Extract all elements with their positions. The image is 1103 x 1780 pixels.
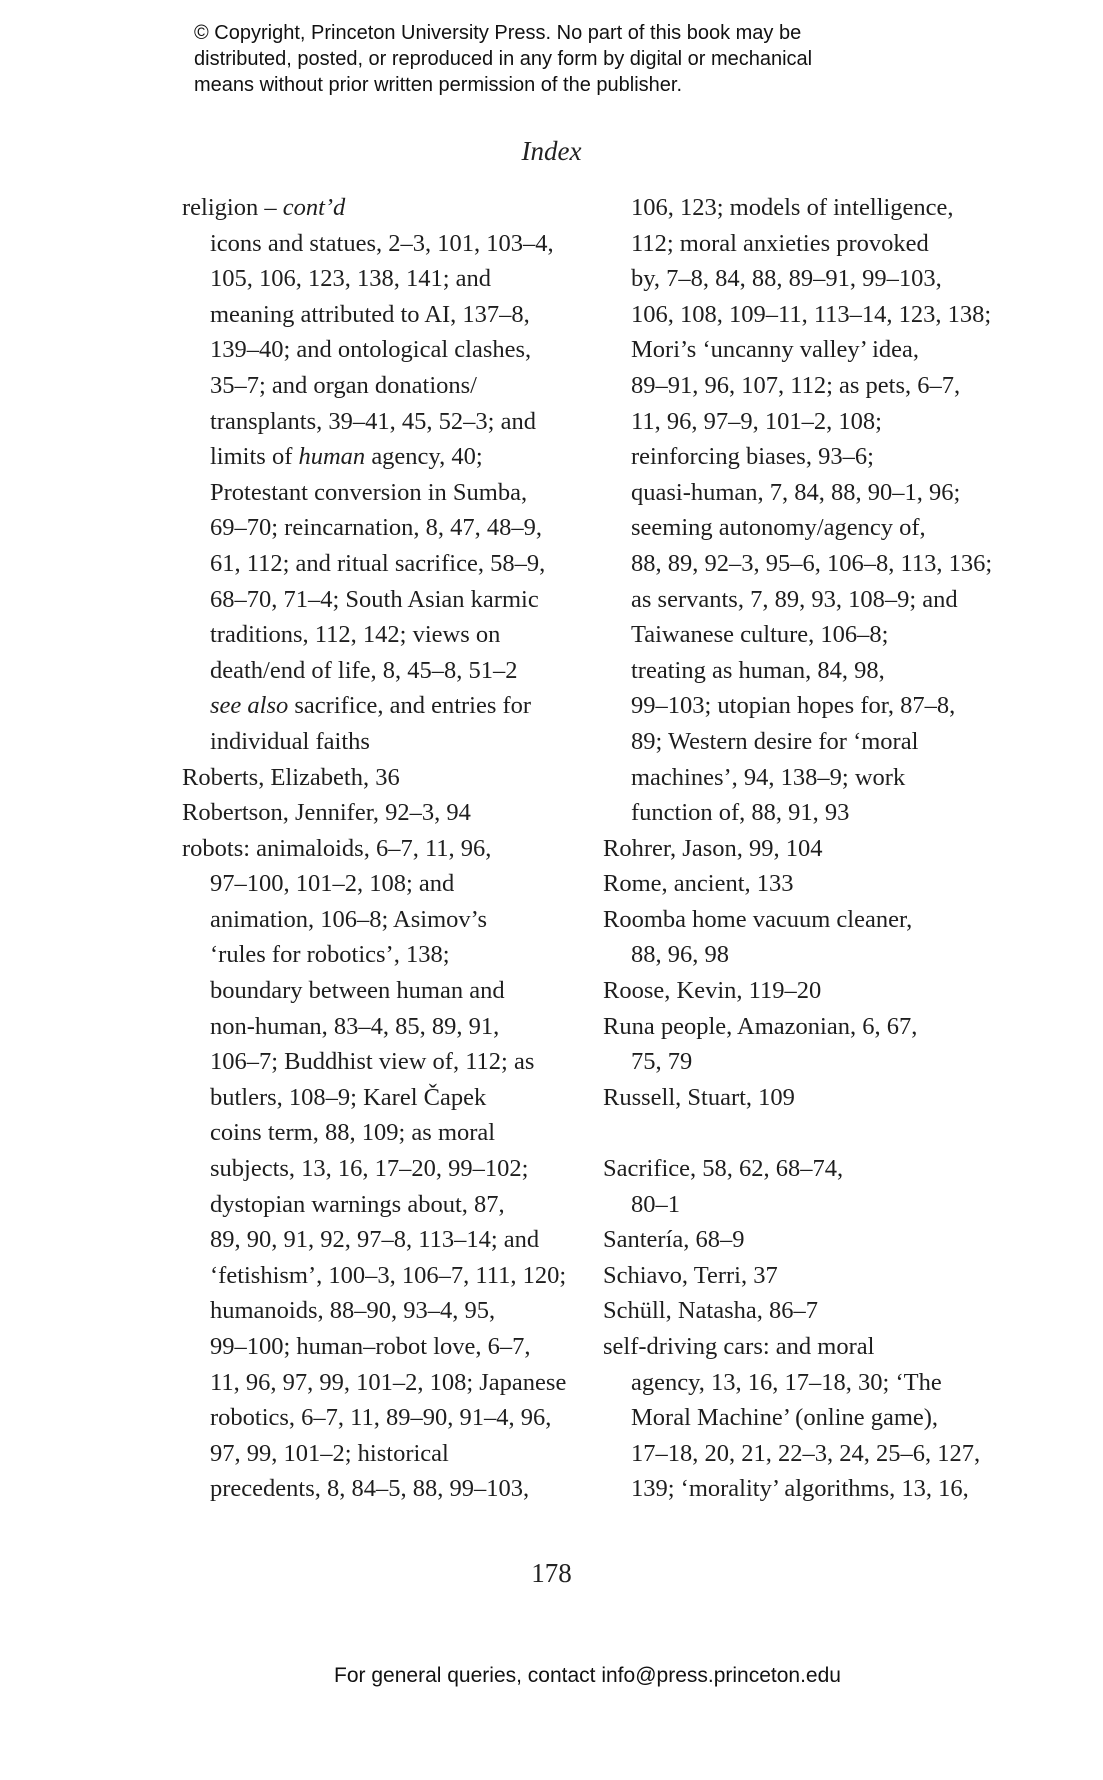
index-headword-line: Santería, 68–9 (603, 1226, 745, 1254)
index-subentry-line: 105, 106, 123, 138, 141; and (210, 265, 492, 293)
index-headword-line: Schüll, Natasha, 86–7 (603, 1297, 819, 1325)
index-subentry-line: 80–1 (631, 1190, 680, 1218)
index-subentry-line: limits of human agency, 40; (210, 443, 483, 471)
index-subentry-line: 139; ‘morality’ algorithms, 13, 16, (631, 1475, 969, 1503)
index-subentry-line: animation, 106–8; Asimov’s (210, 905, 487, 933)
copyright-line: distributed, posted, or reproduced in any form by digital or mechanical (194, 48, 813, 70)
index-subentry-line: precedents, 8, 84–5, 88, 99–103, (210, 1475, 530, 1503)
index-headword-line: Roose, Kevin, 119–20 (603, 977, 822, 1005)
index-subentry-line: 112; moral anxieties provoked (631, 229, 929, 257)
page-number: 178 (531, 1558, 572, 1588)
index-subentry-line: death/end of life, 8, 45–8, 51–2 (210, 656, 518, 684)
index-subentry-line: 99–100; human–robot love, 6–7, (210, 1333, 531, 1360)
index-subentry-line: transplants, 39–41, 45, 52–3; and (210, 407, 536, 435)
index-subentry-line: Taiwanese culture, 106–8; (631, 621, 889, 649)
index-subentry-line: 35–7; and organ donations/ (210, 371, 477, 399)
copyright-notice (194, 20, 954, 98)
index-subentry-line: 68–70, 71–4; South Asian karmic (210, 585, 539, 613)
index-subentry-line: subjects, 13, 16, 17–20, 99–102; (210, 1155, 529, 1183)
index-subentry-line: 106, 108, 109–11, 113–14, 123, 138; (631, 300, 992, 328)
index-subentry-line: 97, 99, 101–2; historical (210, 1439, 449, 1467)
index-headword-line: Robertson, Jennifer, 92–3, 94 (182, 799, 471, 827)
index-subentry-line: agency, 13, 16, 17–18, 30; ‘The (631, 1368, 942, 1396)
index-subentry-line: machines’, 94, 138–9; work (631, 763, 906, 791)
index-headword-line: religion – cont’d (182, 194, 346, 221)
index-subentry-line: ‘rules for robotics’, 138; (210, 941, 450, 969)
index-subentry-line: 89; Western desire for ‘moral (631, 727, 919, 755)
index-subentry-line: quasi-human, 7, 84, 88, 90–1, 96; (631, 478, 961, 506)
index-subentry-line: traditions, 112, 142; views on (210, 621, 501, 649)
index-subentry-line: 106–7; Buddhist view of, 112; as (210, 1048, 535, 1076)
index-subentry-line: individual faiths (210, 727, 370, 755)
index-subentry-line: reinforcing biases, 93–6; (631, 443, 874, 471)
index-subentry-line: 17–18, 20, 21, 22–3, 24, 25–6, 127, (631, 1439, 981, 1467)
index-subentry-line: see also sacrifice, and entries for (210, 692, 532, 720)
index-column-left (182, 190, 602, 1507)
index-subentry-line: icons and statues, 2–3, 101, 103–4, (210, 229, 554, 257)
index-subentry-line: 106, 123; models of intelligence, (631, 194, 954, 221)
index-headword-line: self-driving cars: and moral (603, 1333, 875, 1360)
index-headword-line: Rome, ancient, 133 (603, 870, 794, 898)
index-subentry-line: 69–70; reincarnation, 8, 47, 48–9, (210, 514, 543, 542)
index-subentry-line: 139–40; and ontological clashes, (210, 336, 532, 364)
index-headword-line: Russell, Stuart, 109 (603, 1083, 795, 1111)
index-subentry-line: 11, 96, 97, 99, 101–2, 108; Japanese (210, 1368, 567, 1396)
index-subentry-line: 75, 79 (631, 1048, 693, 1076)
index-subentry-line: non-human, 83–4, 85, 89, 91, (210, 1012, 500, 1040)
index-headword-line: robots: animaloids, 6–7, 11, 96, (182, 834, 492, 862)
index-headword-line: Schiavo, Terri, 37 (603, 1261, 778, 1289)
index-subentry-line: dystopian warnings about, 87, (210, 1190, 505, 1218)
index-subentry-line: by, 7–8, 84, 88, 89–91, 99–103, (631, 265, 942, 293)
index-subentry-line: treating as human, 84, 98, (631, 656, 885, 684)
index-subentry-line: meaning attributed to AI, 137–8, (210, 300, 530, 328)
index-subentry-line: butlers, 108–9; Karel Čapek (210, 1083, 487, 1111)
index-subentry-line: 88, 96, 98 (631, 941, 729, 969)
index-subentry-line: boundary between human and (210, 977, 505, 1005)
index-headword-line: Rohrer, Jason, 99, 104 (603, 834, 823, 862)
index-headword-line: Sacrifice, 58, 62, 68–74, (603, 1155, 844, 1183)
footer-contact: For general queries, contact info@press.princeton.edu (334, 1664, 841, 1687)
index-subentry-line: 99–103; utopian hopes for, 87–8, (631, 692, 956, 720)
index-subentry-line: robotics, 6–7, 11, 89–90, 91–4, 96, (210, 1404, 552, 1432)
index-headword-line: Runa people, Amazonian, 6, 67, (603, 1012, 918, 1040)
index-subentry-line: Moral Machine’ (online game), (631, 1404, 939, 1432)
index-subentry-line: seeming autonomy/agency of, (631, 514, 926, 542)
index-gap (603, 1115, 1023, 1151)
index-subentry-line: Protestant conversion in Sumba, (210, 478, 528, 506)
index-subentry-line: 88, 89, 92–3, 95–6, 106–8, 113, 136; (631, 549, 993, 577)
index-subentry-line: 97–100, 101–2, 108; and (210, 870, 455, 898)
index-subentry-line: humanoids, 88–90, 93–4, 95, (210, 1297, 496, 1325)
index-headword-line: Roberts, Elizabeth, 36 (182, 763, 400, 791)
index-subentry-line: 89, 90, 91, 92, 97–8, 113–14; and (210, 1226, 540, 1254)
index-subentry-line: as servants, 7, 89, 93, 108–9; and (631, 585, 958, 613)
copyright-line: means without prior written permission of the publisher. (194, 74, 683, 96)
index-subentry-line: 89–91, 96, 107, 112; as pets, 6–7, (631, 371, 961, 399)
index-subentry-line: coins term, 88, 109; as moral (210, 1119, 496, 1147)
index-subentry-line: Mori’s ‘uncanny valley’ idea, (631, 336, 920, 364)
index-headword-line: Roomba home vacuum cleaner, (603, 905, 913, 933)
index-subentry-line: 61, 112; and ritual sacrifice, 58–9, (210, 549, 546, 577)
copyright-line: © Copyright, Princeton University Press. No part of this book may be (194, 22, 802, 44)
index-subentry-line: function of, 88, 91, 93 (631, 799, 850, 827)
index-column-right (603, 190, 1023, 1507)
index-subentry-line: 11, 96, 97–9, 101–2, 108; (631, 407, 882, 435)
index-subentry-line: ‘fetishism’, 100–3, 106–7, 111, 120; (210, 1261, 567, 1289)
running-head: Index (521, 136, 582, 166)
